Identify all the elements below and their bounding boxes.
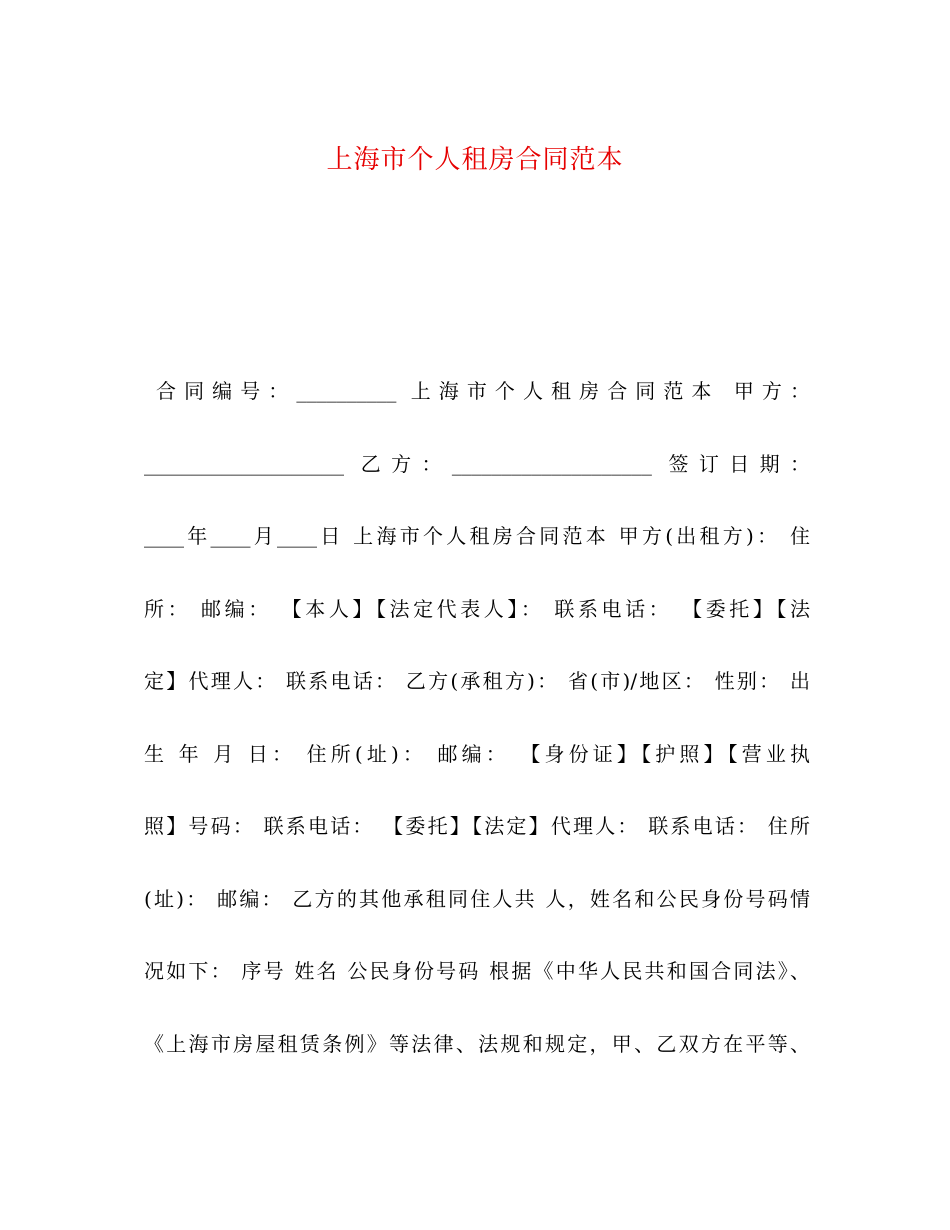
body-line-1: 合同编号：__________ 上海市个人租房合同范本 甲方： — [156, 379, 810, 403]
document-title: 上海市个人租房合同范本 — [326, 145, 624, 175]
body-line-6: 生 年 月 日： 住所(址)： 邮编： 【身份证】【护照】【营业执 — [144, 741, 810, 766]
body-line-10: 《上海市房屋租赁条例》等法律、法规和规定，甲、乙双方在平等、 — [144, 1031, 810, 1056]
body-line-3: ____年____月____日 上海市个人租房合同范本 甲方(出租方)： 住 — [144, 524, 810, 548]
body-line-2: ____________________ 乙方：____________________ 签订日期： — [144, 451, 810, 476]
body-line-5: 定】代理人： 联系电话： 乙方(承租方)： 省(市)/地区： 性别： 出 — [144, 669, 810, 693]
body-line-7: 照】号码： 联系电话： 【委托】【法定】代理人： 联系电话： 住所 — [144, 814, 810, 838]
document-body — [144, 373, 810, 1062]
body-line-9: 况如下： 序号 姓名 公民身份号码 根据《中华人民共和国合同法》、 — [144, 959, 810, 983]
body-line-8: (址)： 邮编： 乙方的其他承租同住人共 人，姓名和公民身份号码情 — [144, 886, 810, 911]
body-line-4: 所： 邮编： 【本人】【法定代表人】： 联系电话： 【委托】【法 — [144, 596, 810, 621]
